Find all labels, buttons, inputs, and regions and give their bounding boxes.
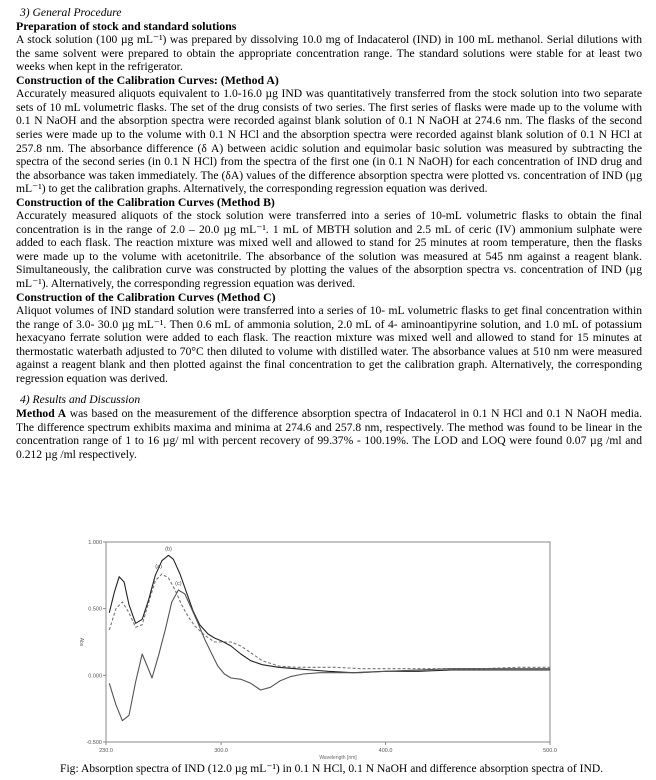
x-tick-label-1: 300.0 [214, 748, 228, 754]
curve-label-c: (c) [175, 581, 182, 587]
paragraph-method-b: Accurately measured aliquots of the stock solution were transferred into a series of 10-mL volumetric flasks to obtain the final concentration is in the range of 2.0 – 20.0 µg mL⁻¹. 1 mL of MBTH solution and 2.5 mL of ceric (IV) ammonium sulphate were added to each flask. The reaction mixture was mixed well and allowed to stand for 25 minutes at room temperature, then the flasks were made up to the volume with acetonitrile. The absorbance of the solution was measured at 545 nm against a reagent blank. Simultaneously, the calibration curve was constructed by plotting the values of the absorption spectra vs. concentration of IND (µg mL⁻¹). Alternatively, the corresponding regression equation was derived. [16, 209, 642, 291]
subsection-title-stock: Preparation of stock and standard solutions [16, 18, 237, 33]
paper-page [16, 6, 642, 461]
results-lead: Method A [16, 406, 67, 420]
y-tick-label-3: -0.500 [86, 740, 102, 746]
spectra-figure [70, 538, 590, 762]
x-tick-label-2: 400.0 [378, 748, 393, 754]
curve-label-b: (b) [165, 546, 172, 553]
series-line-b [109, 555, 550, 672]
y-tick-label-2: 0.000 [88, 673, 102, 680]
series-line-c [109, 590, 550, 721]
curve-label-a: (a) [155, 564, 162, 570]
subsection-title-method-c: Construction of the Calibration Curves (Method C) [16, 289, 276, 304]
section-heading-results: 4) Results and Discussion [20, 393, 141, 407]
subsection-title-method-b: Construction of the Calibration Curves (Method B) [16, 194, 275, 209]
paragraph-method-c: Aliquot volumes of IND standard solution were transferred into a series of 10- mL volumetric flasks to get final concentration within the range of 3.0- 30.0 µg mL⁻¹. Then 0.6 mL of ammonia solution, 2.0 mL of 4- aminoantipyrine solution, and 1.0 mL of potassium hexacyano ferrate solution were added to each flask. The reaction mixture was mixed well and allowed to stand for 15 minutes at thermostatic waterbath adjusted to 70°C then diluted to volume with distilled water. The absorbance values at 510 nm were measured against a reagent blank and then plotted against the final concentration to get the calibration graph. Alternatively, the corresponding regression equation was derived. [16, 304, 642, 385]
section-heading-procedure: 3) General Procedure [20, 6, 122, 19]
plot-frame [106, 542, 550, 742]
spectra-chart [70, 538, 590, 762]
paragraph-results [16, 407, 642, 461]
x-tick-label-3: 500.0 [543, 748, 557, 754]
figure-caption: Fig: Absorption spectra of IND (12.0 µg mL⁻¹) in 0.1 N HCl, 0.1 N NaOH and difference absorption spectra of IND. [60, 762, 604, 775]
subsection-title-method-a: Construction of the Calibration Curves: (Method A) [16, 72, 279, 87]
y-tick-label-1: 0.500 [88, 606, 102, 613]
results-text: was based on the measurement of the difference absorption spectra of Indacaterol in 0.1 N HCl and 0.1 N NaOH media. The difference spectrum exhibits maxima and minima at 274.6 and 257.8 nm, respectively. The method was found to be linear in the concentration range of 1 to 16 µg/ ml with percent recovery of 99.37% - 100.19%. The LOD and LOQ were found 0.07 µg /ml and 0.212 µg /ml respectively. [16, 406, 643, 461]
y-axis-label: Abs [78, 637, 84, 647]
x-axis-label: Wavelength [nm] [319, 755, 357, 761]
paragraph-method-a: Accurately measured aliquots equivalent to 1.0-16.0 µg IND was quantitatively transferred from the stock solution into two separate sets of 10 mL volumetric flasks. The set of the drug consists of two series. The first series of flasks were made up to the volume with 0.1 N NaOH and the absorption spectra were recorded against blank solution of 0.1 N NaOH at 274.6 nm. The flasks of the second series were made up to the volume with 0.1 N HCl and the absorption spectra were recorded against blank solution of 0.1 N HCl at 257.8 nm. The absorbance difference (δ A) between acidic solution and equimolar basic solution was measured by subtracting the spectra of the second series (in 0.1 N HCl) from the spectra of the first one (in 0.1 N NaOH) for each concentration of IND drug and the absorbance was taken immediately. The (δA) values of the difference absorption spectra were plotted vs. concentration of IND (µg mL⁻¹) to get the calibration graphs. Alternatively, the corresponding regression equation was derived. [16, 87, 642, 196]
x-tick-label-0: 230.0 [99, 748, 113, 754]
series-line-a [109, 574, 550, 669]
paragraph-stock: A stock solution (100 µg mL⁻¹) was prepared by dissolving 10.0 mg of Indacaterol (IND) in 100 mL methanol. Serial dilutions with the same solvent were prepared to obtain the appropriate concentration range. The standard solutions were stable for at least two weeks when kept in the refrigerator. [16, 33, 642, 74]
y-tick-label-0: 1.000 [88, 540, 102, 546]
